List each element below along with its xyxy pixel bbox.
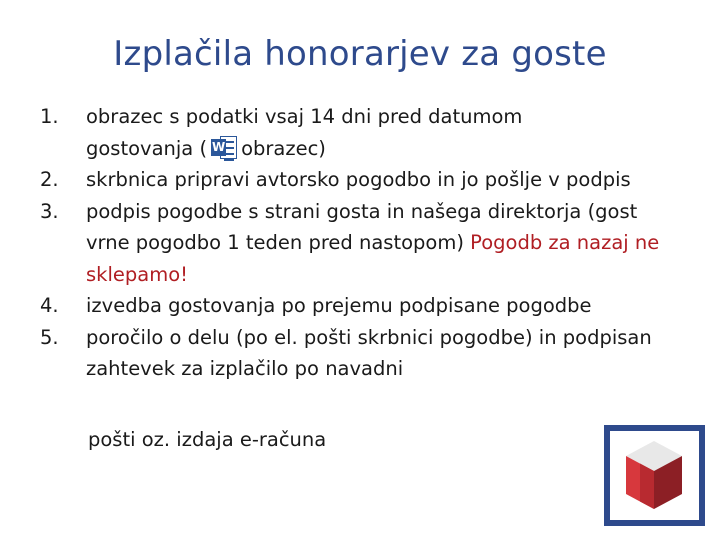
item-number: 4. — [40, 294, 59, 317]
page-title: Izplačila honorarjev za goste — [113, 34, 607, 74]
steps-list — [40, 101, 680, 385]
item-text: obrazec) — [241, 136, 326, 160]
item-text: obrazec s podatki vsaj 14 dni pred datumom — [86, 105, 523, 128]
item-text: podpis pogodbe s strani gosta in našega direktorja (gost vrne pogodbo 1 teden pred nastopom) — [86, 199, 638, 254]
warning-text: Pogodb za nazaj ne sklepamo! — [86, 231, 660, 286]
item-number: 3. — [40, 199, 59, 223]
continuation-text: pošti oz. izdaja e-računa — [88, 428, 327, 451]
list-item — [40, 290, 680, 322]
item-number: 1. — [40, 105, 59, 128]
list-item — [40, 164, 680, 196]
list-item — [40, 196, 680, 291]
item-text: skrbnica pripravi avtorsko pogodbo in jo pošlje v podpis — [86, 168, 631, 191]
item-text: izvedba gostovanja po prejemu podpisane pogodbe — [86, 294, 592, 317]
item-number: 2. — [40, 168, 59, 191]
item-number: 5. — [40, 325, 59, 349]
item-text: gostovanja ( — [86, 136, 208, 160]
list-item — [40, 101, 680, 164]
item-text: poročilo o delu (po el. pošti skrbnici pogodbe) in podpisan zahtevek za izplačilo po navadni — [86, 325, 652, 380]
word-document-icon[interactable]: W — [209, 135, 239, 161]
list-item — [40, 322, 680, 385]
cube-logo-icon — [604, 425, 705, 526]
